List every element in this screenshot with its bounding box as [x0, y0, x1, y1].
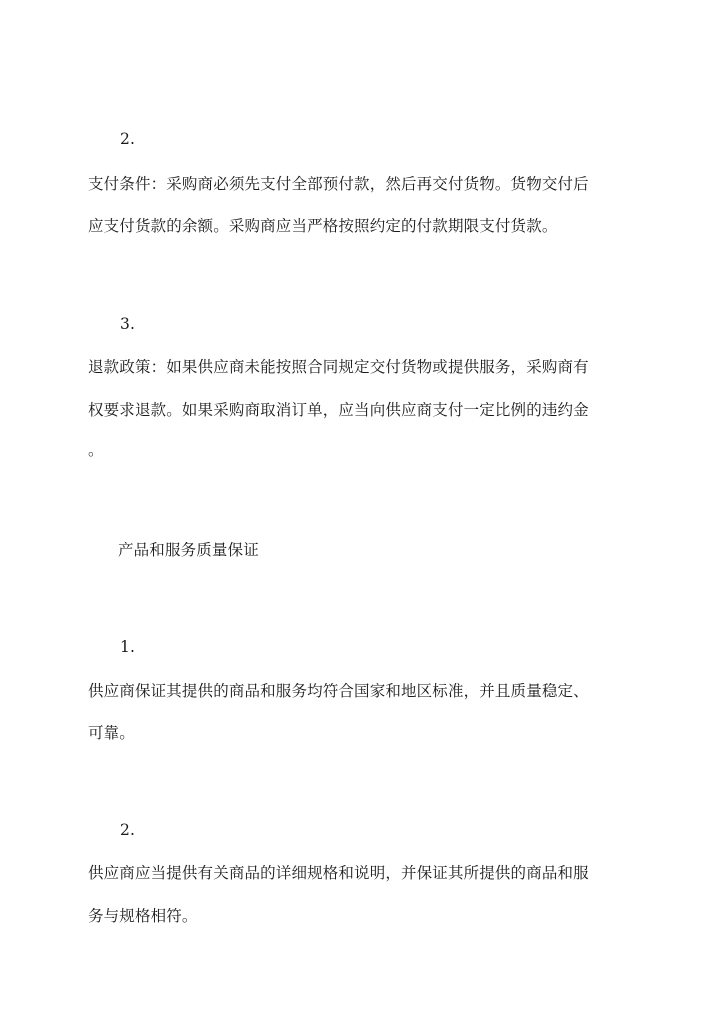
- item-number: 1.: [120, 638, 136, 656]
- paragraph-line: 权要求退款。如果采购商取消订单，应当向供应商支付一定比例的违约金: [88, 401, 589, 419]
- item-number: 2.: [120, 821, 136, 839]
- paragraph-line: 供应商应当提供有关商品的详细规格和说明，并保证其所提供的商品和服: [88, 864, 589, 882]
- paragraph-line: 务与规格相符。: [88, 907, 198, 925]
- item-number: 3.: [120, 315, 136, 333]
- item-number: 2.: [120, 130, 136, 148]
- paragraph-line: 供应商保证其提供的商品和服务均符合国家和地区标准，并且质量稳定、: [88, 682, 589, 700]
- section-heading: 产品和服务质量保证: [118, 541, 259, 559]
- paragraph-line: 支付条件：采购商必须先支付全部预付款，然后再交付货物。货物交付后: [88, 175, 589, 193]
- paragraph-line: 退款政策：如果供应商未能按照合同规定交付货物或提供服务，采购商有: [88, 358, 589, 376]
- paragraph-line: 应支付货款的余额。采购商应当严格按照约定的付款期限支付货款。: [88, 217, 558, 235]
- paragraph-line: 。: [88, 441, 104, 459]
- paragraph-line: 可靠。: [88, 724, 135, 742]
